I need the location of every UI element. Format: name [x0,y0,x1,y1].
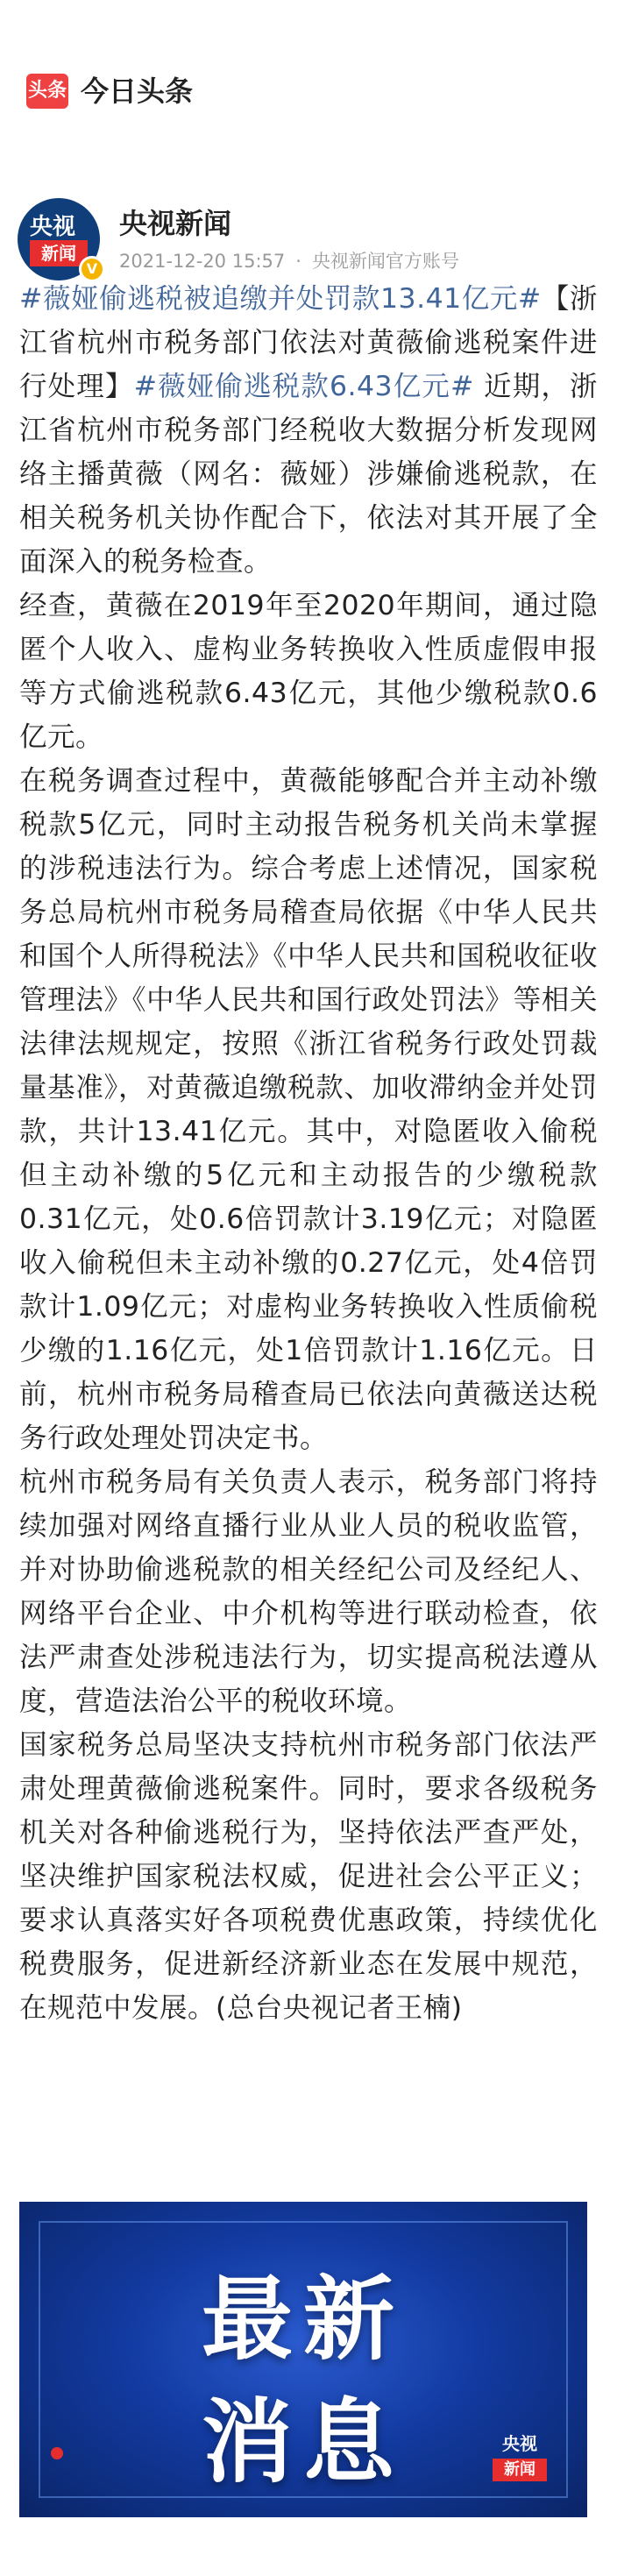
cctv-news-logo [493,2430,547,2491]
publish-date: 2021-12-20 15:57 [119,251,286,272]
hashtag-link[interactable]: #薇娅偷逃税款6.43亿元# [133,371,474,402]
author-block [18,198,599,286]
red-dot-icon [51,2447,63,2459]
account-type: 央视新闻官方账号 [311,251,459,272]
paragraph-5: 国家税务总局坚决支持杭州市税务部门依法严肃处理黄薇偷逃税案件。同时，要求各级税务机关对各种偷逃税行为，坚持依法严查严处，坚决维护国家税法权威，促进社会公平正义；要求认真落实好各项税费优惠政策，持续优化税费服务，促进新经济新业态在发展中规范，在规范中发展。(总台央视记者王楠) [19,1729,598,2024]
paragraph-text: 【浙江省杭州市税务部门依法对黄薇偷逃税案件进行处理】 [19,283,598,402]
cctv-logo-text-bottom: 新闻 [493,2459,547,2481]
top-bar [0,0,617,167]
banner-title-line1: 最新 [201,2266,405,2373]
avatar-text-bottom: 新闻 [30,240,88,266]
meta-separator: · [295,251,301,272]
paragraph-3: 在税务调查过程中，黄薇能够配合并主动补缴税款5亿元，同时主动报告税务机关尚未掌握的涉税违法行为。综合考虑上述情况，国家税务总局杭州市税务局稽查局依据《中华人民共和国个人所得税法》《中华人民共和国税收征收管理法》《中华人民共和国行政处罚法》等相关法律法规规定，按照《浙江省税务行政处罚裁量基准》，对黄薇追缴税款、加收滞纳金并处罚款，共计13.41亿元。其中，对隐匿收入偷税但主动补缴的5亿元和主动报告的少缴税款0.31亿元，处0.6倍罚款计3.19亿元；对隐匿收入偷税但未主动补缴的0.27亿元，处4倍罚款计1.09亿元；对虚构业务转换收入性质偷税少缴的1.16亿元，处1倍罚款计1.16亿元。日前，杭州市税务局稽查局已依法向黄薇送达税务行政处理处罚决定书。 [19,765,598,1454]
banner-title-line2: 消息 [201,2388,405,2495]
verified-badge-icon: V [79,256,105,282]
hashtag-link[interactable]: #薇娅偷逃税被追缴并处罚款13.41亿元# [19,283,542,315]
cctv-logo-text-top: 央视 [502,2433,537,2454]
author-name[interactable]: 央视新闻 [119,207,232,240]
avatar-text-top: 央视 [30,214,76,240]
paragraph-2: 经查，黄薇在2019年至2020年期间，通过隐匿个人收入、虚构业务转换收入性质虚假申报等方式偷逃税款6.43亿元，其他少缴税款0.6亿元。 [19,590,598,753]
app-name: 今日头条 [81,75,194,108]
paragraph-1 [19,277,598,584]
article-body [19,277,598,2030]
toutiao-logo-icon[interactable]: 头条 [26,74,68,109]
paragraph-4: 杭州市税务局有关负责人表示，税务部门将持续加强对网络直播行业从业人员的税收监管，并对协助偷逃税款的相关经纪公司及经纪人、网络平台企业、中介机构等进行联动检查，依法严肃查处涉税违法行为，切实提高税法遵从度，营造法治公平的税收环境。 [19,1466,598,1717]
breaking-news-image[interactable] [19,2202,587,2517]
paragraph-text: 近期，浙江省杭州市税务部门经税收大数据分析发现网络主播黄薇（网名：薇娅）涉嫌偷逃税款，在相关税务机关协作配合下，依法对其开展了全面深入的税务检查。 [19,371,598,578]
author-meta [119,247,470,273]
